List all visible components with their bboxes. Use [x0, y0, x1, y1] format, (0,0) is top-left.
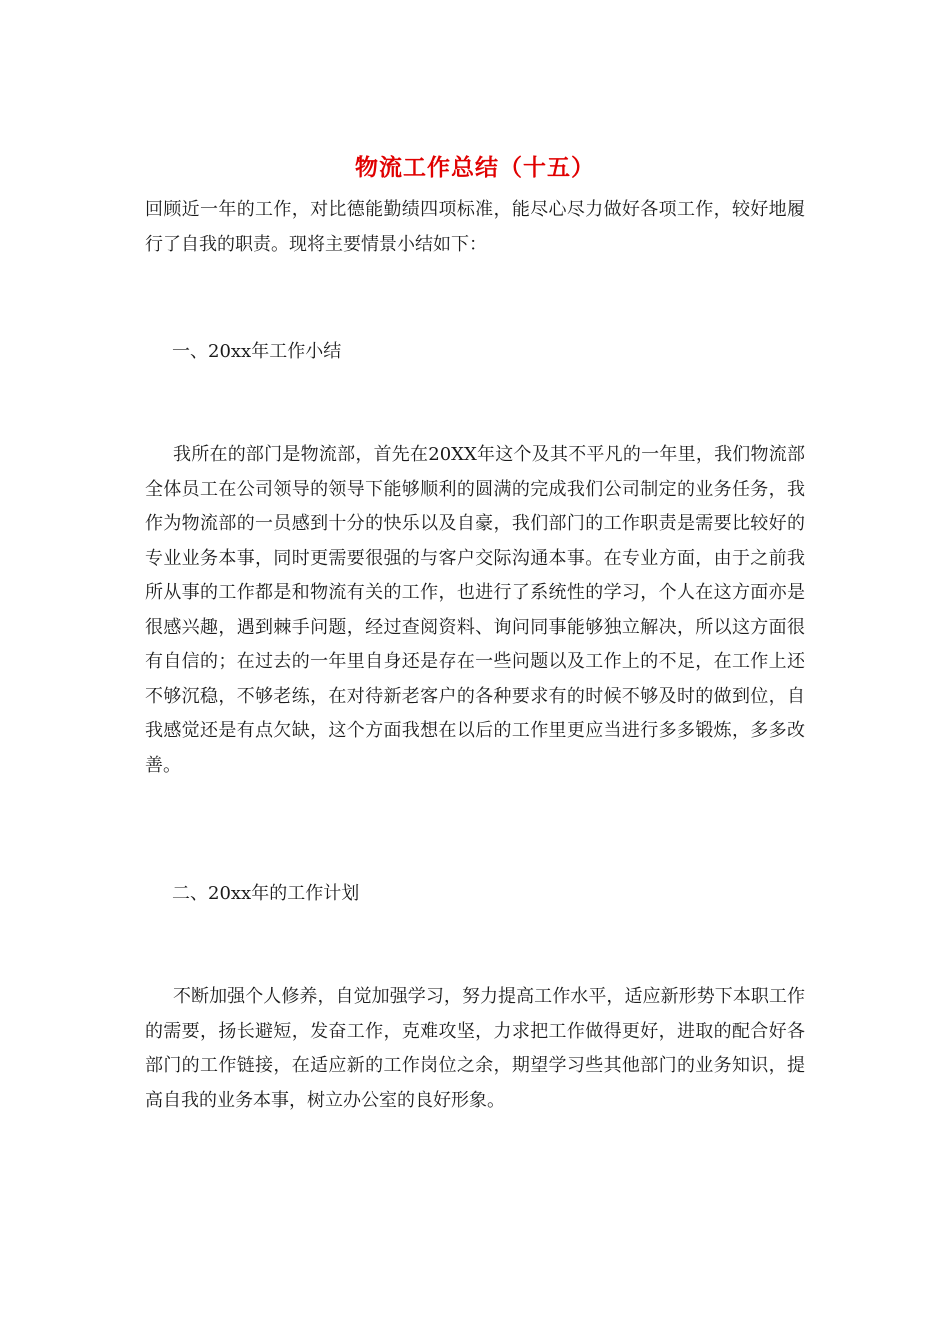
- section-body-summary: 我所在的部门是物流部，首先在20XX年这个及其不平凡的一年里，我们物流部全体员工在公司领导的领导下能够顺利的圆满的完成我们公司制定的业务任务，我作为物流部的一员感到十分的快乐以及自豪，我们部门的工作职责是需要比较好的专业业务本事，同时更需要很强的与客户交际沟通本事。在专业方面，由于之前我所从事的工作都是和物流有关的工作，也进行了系统性的学习，个人在这方面亦是很感兴趣，遇到棘手问题，经过查阅资料、询问同事能够独立解决，所以这方面很有自信的；在过去的一年里自身还是存在一些问题以及工作上的不足，在工作上还不够沉稳，不够老练，在对待新老客户的各种要求有的时候不够及时的做到位，自我感觉还是有点欠缺，这个方面我想在以后的工作里更应当进行多多锻炼，多多改善。: [145, 444, 805, 776]
- section-heading-plan: 二、20xx年的工作计划: [172, 883, 360, 904]
- section-body-plan: 不断加强个人修养，自觉加强学习，努力提高工作水平，适应新形势下本职工作的需要，扬长避短，发奋工作，克难攻坚，力求把工作做得更好，进取的配合好各部门的工作链接，在适应新的工作岗位之余，期望学习些其他部门的业务知识，提高自我的业务本事，树立办公室的良好形象。: [145, 986, 805, 1111]
- document-title: 物流工作总结（十五）: [355, 154, 595, 181]
- section-heading-summary: 一、20xx年工作小结: [172, 341, 342, 362]
- intro-paragraph: 回顾近一年的工作，对比德能勤绩四项标准，能尽心尽力做好各项工作，较好地履行了自我的职责。现将主要情景小结如下：: [145, 199, 805, 255]
